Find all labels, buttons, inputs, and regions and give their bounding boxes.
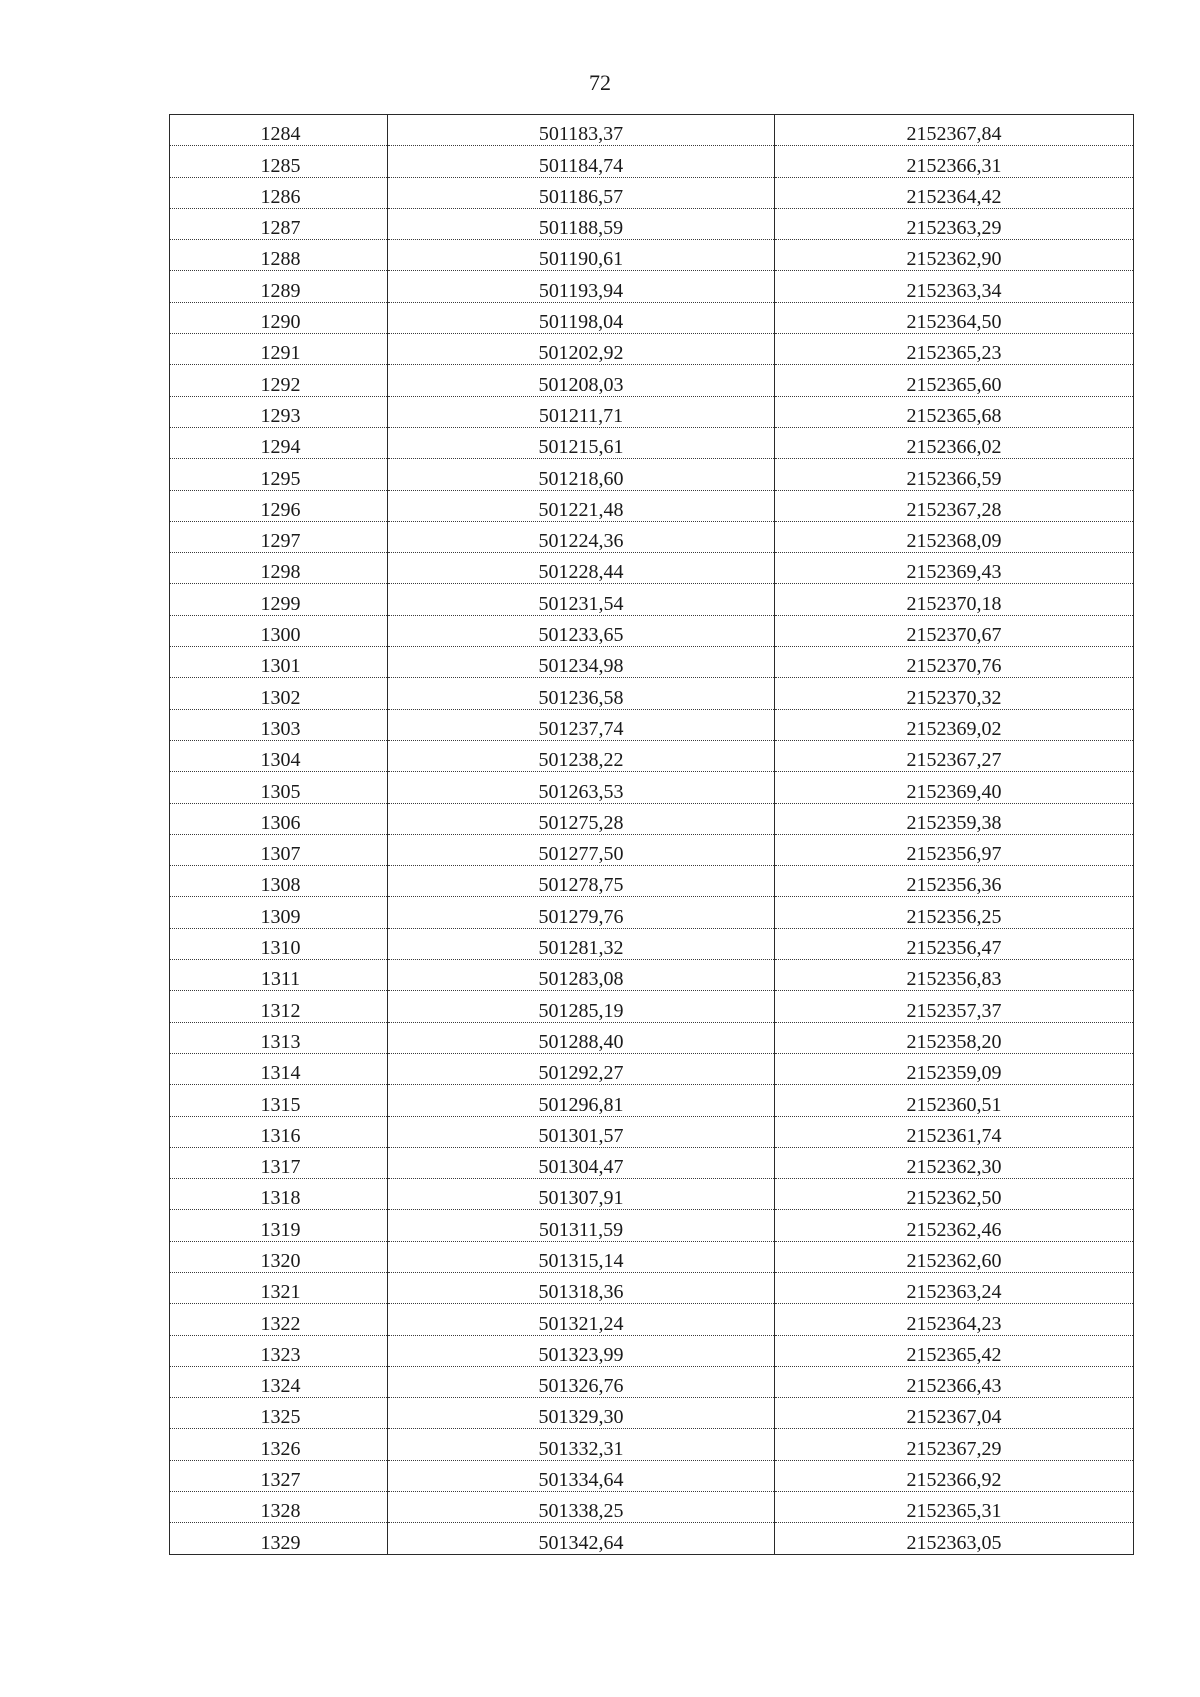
y-coordinate-cell: 2152369,43: [775, 553, 1134, 584]
table-row: [170, 866, 1134, 897]
x-coordinate-cell: 501311,59: [388, 1210, 775, 1241]
x-coordinate-cell: 501218,60: [388, 459, 775, 490]
x-coordinate-cell: 501234,98: [388, 647, 775, 678]
x-coordinate-cell: 501193,94: [388, 271, 775, 302]
x-coordinate-cell: 501342,64: [388, 1523, 775, 1554]
point-number-cell: 1303: [170, 709, 388, 740]
x-coordinate-cell: 501238,22: [388, 740, 775, 771]
point-number-cell: 1301: [170, 647, 388, 678]
x-coordinate-cell: 501315,14: [388, 1241, 775, 1272]
point-number-cell: 1319: [170, 1210, 388, 1241]
point-number-cell: 1285: [170, 146, 388, 177]
point-number-cell: 1307: [170, 834, 388, 865]
point-number-cell: 1286: [170, 177, 388, 208]
point-number-cell: 1299: [170, 584, 388, 615]
point-number-cell: 1308: [170, 866, 388, 897]
y-coordinate-cell: 2152356,47: [775, 928, 1134, 959]
table-row: [170, 240, 1134, 271]
y-coordinate-cell: 2152362,60: [775, 1241, 1134, 1272]
table-row: [170, 1085, 1134, 1116]
point-number-cell: 1291: [170, 334, 388, 365]
y-coordinate-cell: 2152363,29: [775, 208, 1134, 239]
point-number-cell: 1325: [170, 1398, 388, 1429]
table-row: [170, 1179, 1134, 1210]
y-coordinate-cell: 2152367,27: [775, 740, 1134, 771]
y-coordinate-cell: 2152363,24: [775, 1272, 1134, 1303]
point-number-cell: 1298: [170, 553, 388, 584]
table-row: [170, 928, 1134, 959]
x-coordinate-cell: 501221,48: [388, 490, 775, 521]
x-coordinate-cell: 501202,92: [388, 334, 775, 365]
x-coordinate-cell: 501334,64: [388, 1460, 775, 1491]
x-coordinate-cell: 501301,57: [388, 1116, 775, 1147]
y-coordinate-cell: 2152367,28: [775, 490, 1134, 521]
point-number-cell: 1327: [170, 1460, 388, 1491]
point-number-cell: 1300: [170, 615, 388, 646]
point-number-cell: 1322: [170, 1304, 388, 1335]
table-row: [170, 834, 1134, 865]
point-number-cell: 1313: [170, 1022, 388, 1053]
y-coordinate-cell: 2152357,37: [775, 991, 1134, 1022]
table-row: [170, 553, 1134, 584]
y-coordinate-cell: 2152366,92: [775, 1460, 1134, 1491]
x-coordinate-cell: 501224,36: [388, 521, 775, 552]
x-coordinate-cell: 501323,99: [388, 1335, 775, 1366]
table-row: [170, 459, 1134, 490]
point-number-cell: 1305: [170, 772, 388, 803]
point-number-cell: 1320: [170, 1241, 388, 1272]
y-coordinate-cell: 2152363,05: [775, 1523, 1134, 1554]
x-coordinate-cell: 501326,76: [388, 1366, 775, 1397]
y-coordinate-cell: 2152364,50: [775, 302, 1134, 333]
y-coordinate-cell: 2152366,59: [775, 459, 1134, 490]
x-coordinate-cell: 501307,91: [388, 1179, 775, 1210]
point-number-cell: 1318: [170, 1179, 388, 1210]
table-row: [170, 302, 1134, 333]
table-row: [170, 1366, 1134, 1397]
table-row: [170, 521, 1134, 552]
table-row: [170, 115, 1134, 146]
y-coordinate-cell: 2152358,20: [775, 1022, 1134, 1053]
point-number-cell: 1284: [170, 115, 388, 146]
page-number: 72: [589, 70, 611, 95]
y-coordinate-cell: 2152370,67: [775, 615, 1134, 646]
y-coordinate-cell: 2152356,83: [775, 960, 1134, 991]
x-coordinate-cell: 501233,65: [388, 615, 775, 646]
table-row: [170, 177, 1134, 208]
x-coordinate-cell: 501231,54: [388, 584, 775, 615]
point-number-cell: 1309: [170, 897, 388, 928]
y-coordinate-cell: 2152367,04: [775, 1398, 1134, 1429]
y-coordinate-cell: 2152361,74: [775, 1116, 1134, 1147]
y-coordinate-cell: 2152367,29: [775, 1429, 1134, 1460]
y-coordinate-cell: 2152356,36: [775, 866, 1134, 897]
table-row: [170, 208, 1134, 239]
x-coordinate-cell: 501283,08: [388, 960, 775, 991]
point-number-cell: 1317: [170, 1147, 388, 1178]
table-row: [170, 1210, 1134, 1241]
point-number-cell: 1310: [170, 928, 388, 959]
coordinates-table: [169, 114, 1134, 1555]
point-number-cell: 1329: [170, 1523, 388, 1554]
coordinates-table-body: [170, 115, 1134, 1555]
x-coordinate-cell: 501281,32: [388, 928, 775, 959]
table-row: [170, 615, 1134, 646]
x-coordinate-cell: 501263,53: [388, 772, 775, 803]
table-row: [170, 1429, 1134, 1460]
table-row: [170, 365, 1134, 396]
y-coordinate-cell: 2152365,60: [775, 365, 1134, 396]
table-row: [170, 709, 1134, 740]
table-row: [170, 1335, 1134, 1366]
table-row: [170, 1053, 1134, 1084]
y-coordinate-cell: 2152362,30: [775, 1147, 1134, 1178]
table-row: [170, 991, 1134, 1022]
table-row: [170, 647, 1134, 678]
y-coordinate-cell: 2152368,09: [775, 521, 1134, 552]
table-row: [170, 490, 1134, 521]
x-coordinate-cell: 501184,74: [388, 146, 775, 177]
point-number-cell: 1326: [170, 1429, 388, 1460]
point-number-cell: 1288: [170, 240, 388, 271]
x-coordinate-cell: 501296,81: [388, 1085, 775, 1116]
x-coordinate-cell: 501338,25: [388, 1492, 775, 1523]
y-coordinate-cell: 2152363,34: [775, 271, 1134, 302]
y-coordinate-cell: 2152362,46: [775, 1210, 1134, 1241]
y-coordinate-cell: 2152370,76: [775, 647, 1134, 678]
point-number-cell: 1328: [170, 1492, 388, 1523]
table-row: [170, 1304, 1134, 1335]
point-number-cell: 1297: [170, 521, 388, 552]
x-coordinate-cell: 501215,61: [388, 427, 775, 458]
table-row: [170, 1523, 1134, 1554]
x-coordinate-cell: 501288,40: [388, 1022, 775, 1053]
x-coordinate-cell: 501321,24: [388, 1304, 775, 1335]
table-row: [170, 271, 1134, 302]
point-number-cell: 1324: [170, 1366, 388, 1397]
table-row: [170, 740, 1134, 771]
y-coordinate-cell: 2152366,43: [775, 1366, 1134, 1397]
x-coordinate-cell: 501318,36: [388, 1272, 775, 1303]
y-coordinate-cell: 2152366,02: [775, 427, 1134, 458]
y-coordinate-cell: 2152362,50: [775, 1179, 1134, 1210]
y-coordinate-cell: 2152370,32: [775, 678, 1134, 709]
x-coordinate-cell: 501188,59: [388, 208, 775, 239]
point-number-cell: 1306: [170, 803, 388, 834]
table-row: [170, 897, 1134, 928]
y-coordinate-cell: 2152360,51: [775, 1085, 1134, 1116]
x-coordinate-cell: 501228,44: [388, 553, 775, 584]
point-number-cell: 1293: [170, 396, 388, 427]
x-coordinate-cell: 501237,74: [388, 709, 775, 740]
x-coordinate-cell: 501275,28: [388, 803, 775, 834]
x-coordinate-cell: 501279,76: [388, 897, 775, 928]
y-coordinate-cell: 2152369,02: [775, 709, 1134, 740]
point-number-cell: 1302: [170, 678, 388, 709]
x-coordinate-cell: 501236,58: [388, 678, 775, 709]
x-coordinate-cell: 501186,57: [388, 177, 775, 208]
point-number-cell: 1321: [170, 1272, 388, 1303]
x-coordinate-cell: 501277,50: [388, 834, 775, 865]
y-coordinate-cell: 2152356,25: [775, 897, 1134, 928]
table-row: [170, 334, 1134, 365]
x-coordinate-cell: 501329,30: [388, 1398, 775, 1429]
x-coordinate-cell: 501292,27: [388, 1053, 775, 1084]
x-coordinate-cell: 501211,71: [388, 396, 775, 427]
y-coordinate-cell: 2152365,68: [775, 396, 1134, 427]
y-coordinate-cell: 2152364,23: [775, 1304, 1134, 1335]
y-coordinate-cell: 2152365,42: [775, 1335, 1134, 1366]
point-number-cell: 1289: [170, 271, 388, 302]
point-number-cell: 1294: [170, 427, 388, 458]
point-number-cell: 1296: [170, 490, 388, 521]
table-row: [170, 678, 1134, 709]
y-coordinate-cell: 2152367,84: [775, 115, 1134, 146]
point-number-cell: 1290: [170, 302, 388, 333]
point-number-cell: 1304: [170, 740, 388, 771]
point-number-cell: 1292: [170, 365, 388, 396]
table-row: [170, 1022, 1134, 1053]
table-row: [170, 772, 1134, 803]
x-coordinate-cell: 501304,47: [388, 1147, 775, 1178]
point-number-cell: 1315: [170, 1085, 388, 1116]
point-number-cell: 1287: [170, 208, 388, 239]
y-coordinate-cell: 2152366,31: [775, 146, 1134, 177]
y-coordinate-cell: 2152359,38: [775, 803, 1134, 834]
y-coordinate-cell: 2152365,23: [775, 334, 1134, 365]
table-row: [170, 1460, 1134, 1491]
point-number-cell: 1312: [170, 991, 388, 1022]
y-coordinate-cell: 2152365,31: [775, 1492, 1134, 1523]
table-row: [170, 1398, 1134, 1429]
table-row: [170, 1272, 1134, 1303]
x-coordinate-cell: 501332,31: [388, 1429, 775, 1460]
table-row: [170, 960, 1134, 991]
table-row: [170, 1116, 1134, 1147]
x-coordinate-cell: 501208,03: [388, 365, 775, 396]
point-number-cell: 1323: [170, 1335, 388, 1366]
x-coordinate-cell: 501285,19: [388, 991, 775, 1022]
point-number-cell: 1316: [170, 1116, 388, 1147]
table-row: [170, 396, 1134, 427]
table-row: [170, 1492, 1134, 1523]
x-coordinate-cell: 501278,75: [388, 866, 775, 897]
table-row: [170, 146, 1134, 177]
table-row: [170, 427, 1134, 458]
y-coordinate-cell: 2152359,09: [775, 1053, 1134, 1084]
table-row: [170, 1241, 1134, 1272]
y-coordinate-cell: 2152370,18: [775, 584, 1134, 615]
table-row: [170, 803, 1134, 834]
y-coordinate-cell: 2152362,90: [775, 240, 1134, 271]
x-coordinate-cell: 501190,61: [388, 240, 775, 271]
y-coordinate-cell: 2152364,42: [775, 177, 1134, 208]
table-row: [170, 1147, 1134, 1178]
point-number-cell: 1311: [170, 960, 388, 991]
x-coordinate-cell: 501183,37: [388, 115, 775, 146]
y-coordinate-cell: 2152369,40: [775, 772, 1134, 803]
point-number-cell: 1295: [170, 459, 388, 490]
y-coordinate-cell: 2152356,97: [775, 834, 1134, 865]
point-number-cell: 1314: [170, 1053, 388, 1084]
x-coordinate-cell: 501198,04: [388, 302, 775, 333]
table-row: [170, 584, 1134, 615]
